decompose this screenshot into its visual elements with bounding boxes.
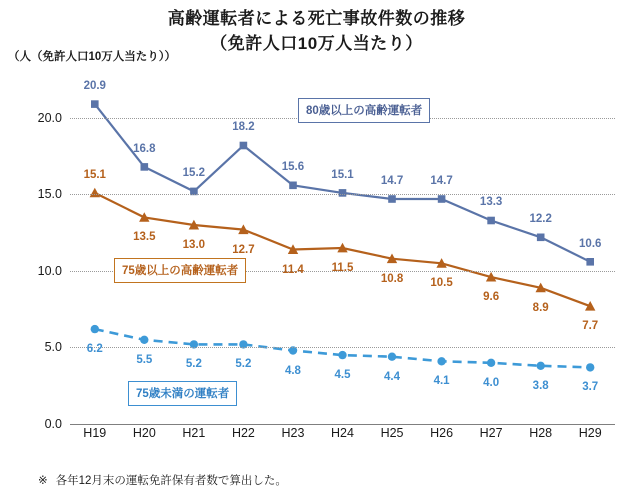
y-tick-label: 0.0	[44, 417, 62, 431]
y-tick-label: 20.0	[37, 110, 62, 125]
data-label: 6.2	[86, 343, 103, 356]
series-marker	[240, 142, 248, 150]
data-label: 18.2	[232, 121, 255, 134]
series-marker	[91, 100, 99, 108]
series-marker	[487, 217, 495, 225]
x-tick-label: H19	[83, 426, 107, 440]
data-label: 9.6	[483, 291, 500, 304]
data-label: 10.8	[380, 272, 404, 285]
series-marker	[339, 189, 347, 197]
series-marker	[537, 234, 545, 242]
footnote-mark: ※	[38, 475, 48, 487]
series-marker	[91, 325, 99, 333]
title-line-1: 高齢運転者による死亡事故件数の推移	[167, 9, 466, 28]
x-tick-label: H28	[529, 426, 553, 440]
x-tick-label: H29	[578, 426, 602, 440]
data-label: 15.2	[182, 167, 206, 180]
series-marker	[289, 182, 297, 190]
data-label: 10.5	[430, 277, 453, 290]
y-tick-label: 15.0	[37, 187, 62, 202]
data-label: 11.5	[331, 262, 354, 274]
data-label: 13.0	[182, 239, 206, 252]
data-label: 16.8	[133, 142, 156, 155]
data-label: 15.1	[331, 168, 354, 181]
data-label: 4.4	[384, 370, 401, 383]
x-tick-label: H22	[231, 426, 255, 440]
y-axis-unit-label: （人（免許人口10万人当たり））	[8, 51, 177, 63]
footnote-text: 各年12月末の運転免許保有者数で算出した。	[55, 475, 287, 487]
footnote	[38, 472, 287, 488]
data-label: 3.8	[532, 379, 549, 392]
data-label: 4.1	[433, 375, 450, 388]
legend-over80: 80歳以上の高齢運転者	[298, 98, 430, 123]
x-tick-label: H25	[380, 426, 404, 440]
data-label: 15.1	[83, 168, 106, 181]
gridline	[70, 194, 615, 195]
series-marker	[586, 363, 594, 371]
data-label: 13.3	[479, 196, 503, 209]
data-label: 13.5	[133, 231, 156, 244]
y-tick-label: 5.0	[44, 340, 62, 355]
data-label: 15.6	[281, 161, 305, 174]
data-label: 5.5	[136, 353, 153, 366]
data-label: 7.7	[582, 320, 599, 333]
gridline	[70, 347, 615, 348]
series-line	[95, 104, 590, 262]
plot-area	[37, 72, 615, 440]
data-label: 8.9	[532, 301, 549, 314]
data-label: 14.7	[430, 175, 453, 188]
series-marker	[338, 351, 346, 359]
data-label: 4.8	[284, 364, 301, 377]
x-axis-line	[70, 424, 615, 425]
data-label: 5.2	[185, 358, 202, 371]
x-tick-label: H26	[430, 426, 454, 440]
data-label: 11.4	[282, 263, 304, 276]
series-marker	[487, 359, 495, 367]
series-marker	[586, 258, 594, 266]
series-marker	[141, 163, 149, 171]
series-marker	[438, 195, 446, 203]
data-label: 12.7	[232, 243, 255, 256]
title-line-2: （免許人口10万人当たり）	[210, 34, 423, 53]
x-tick-label: H20	[132, 426, 156, 440]
x-tick-label: H24	[331, 426, 354, 440]
series-marker	[90, 188, 100, 198]
data-label: 4.5	[334, 369, 351, 382]
x-tick-label: H21	[182, 426, 206, 440]
legend-over75: 75歳以上の高齢運転者	[114, 258, 246, 283]
y-tick-label: 10.0	[37, 263, 62, 278]
data-label: 5.2	[235, 358, 252, 371]
series-marker	[388, 353, 396, 361]
data-label: 4.0	[483, 376, 500, 389]
x-tick-label: H27	[479, 426, 503, 440]
series-marker	[388, 195, 396, 203]
data-label: 12.2	[529, 213, 552, 226]
legend-under75: 75歳未満の運転者	[128, 381, 237, 406]
data-label: 14.7	[380, 175, 404, 188]
x-tick-label: H23	[281, 426, 305, 440]
series-marker	[437, 357, 445, 365]
series-marker	[537, 362, 545, 370]
data-label: 3.7	[582, 381, 599, 394]
series-marker	[140, 336, 148, 344]
data-label: 20.9	[83, 80, 106, 93]
data-label: 10.6	[579, 237, 602, 250]
